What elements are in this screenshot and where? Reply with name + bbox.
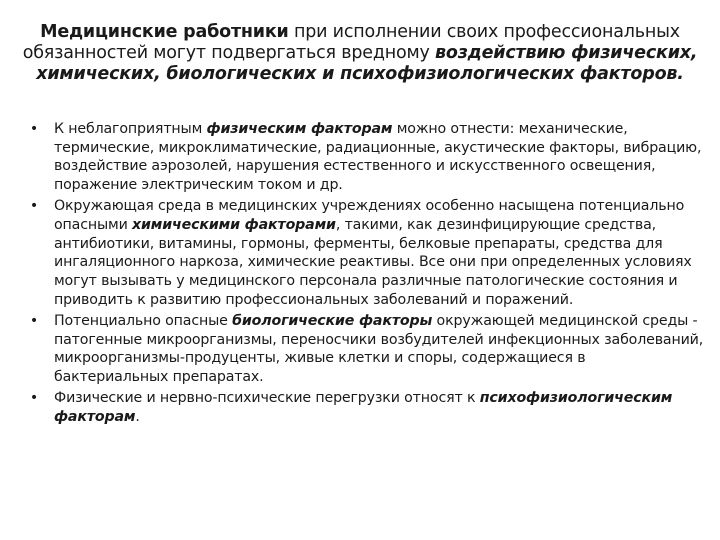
bullet-dot-icon: • [29,313,39,330]
bullet-emphasis: биологические факторы [232,313,433,330]
bullet-text: Физические и нервно-психические перегрузки относят к [54,390,480,407]
bullet-text: , такими, как дезинфицирующие средства, антибиотики, витамины, гормоны, ферменты, белковые препараты, средства для ингаляционного наркоза, химические реактивы. Все они при определенных условиях могут вызывать у медицинского персонала различные патологические состояния и приводить к развитию профессиональных заболеваний и поражений. [54,217,692,308]
bullet-emphasis: психофизиологическим факторам [54,390,673,426]
title-regular-part: при исполнении своих профессиональных обязанностей могут подвергаться вредному [22,22,680,63]
bullet-text: . [135,409,140,426]
bullet-text: К неблагоприятным [54,121,207,137]
bullet-emphasis: физическим факторам [206,121,393,137]
bullet-text: Потенциально опасные [54,313,233,330]
bullet-item-biological [28,312,704,387]
bullet-item-physical [28,120,704,195]
title-bold-italic-part: воздействию физических, химических, биологических и психофизиологических факторов. [36,43,698,84]
bullet-emphasis: химическими факторами [132,217,336,234]
bullet-item-psychophysiological [28,389,704,426]
bullet-text: можно отнести: механические, термические, микроклиматические, радиационные, акустические факторы, вибрацию, воздействие аэрозолей, нарушения естественного и искусственного освещения, поражение электрическим током и др. [54,121,702,194]
title-bold-part: Медицинские работники [40,22,289,42]
bullet-list [28,120,704,429]
bullet-dot-icon: • [29,198,39,215]
bullet-dot-icon: • [29,121,39,137]
slide-title [20,22,700,85]
bullet-text: Окружающая среда в медицинских учреждениях особенно насыщена потенциально опасными [54,198,685,234]
bullet-item-chemical [28,197,704,309]
bullet-text: окружающей медицинской среды - патогенные микроорганизмы, переносчики возбудителей инфекционных заболеваний, микроорганизмы-продуценты, живые клетки и споры, содержащиеся в бактериальных препаратах. [54,313,704,386]
bullet-dot-icon: • [29,390,39,407]
